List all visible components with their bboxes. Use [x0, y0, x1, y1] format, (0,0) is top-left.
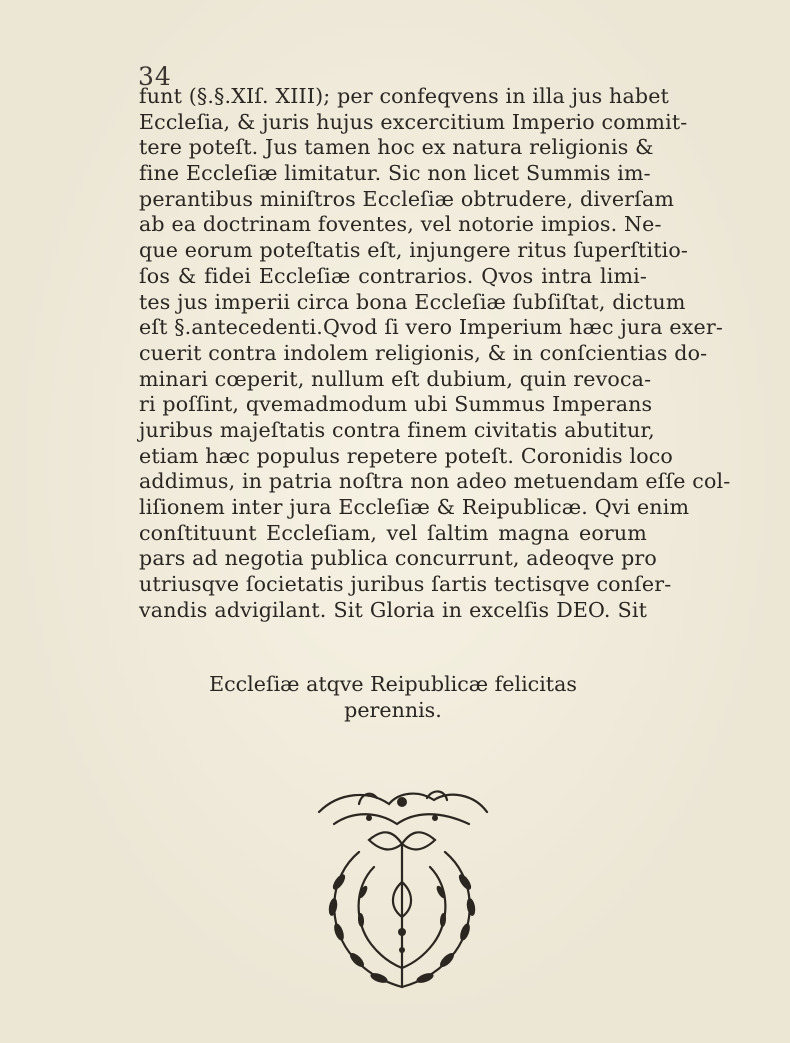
text-line: ſos & fidei Eccleſiæ contrarios. Qvos intra limi- — [139, 263, 647, 288]
body-text — [139, 84, 731, 623]
closing-line: perennis. — [344, 697, 442, 722]
text-line: conſtituunt Eccleſiam, vel ſaltim magna eorum — [139, 520, 647, 545]
text-line: eſt §.antecedenti.Qvod ſi vero Imperium hæc jura exer- — [139, 315, 723, 340]
text-line: fine Eccleſiæ limitatur. Sic non licet Summis im- — [139, 161, 651, 186]
text-line: vandis advigilant. Sit Gloria in excelſis DEO. Sit — [139, 597, 647, 622]
text-line: que eorum poteſtatis eſt, injungere ritus ſuperſtitio- — [139, 238, 689, 263]
closing-lines — [139, 672, 647, 723]
text-line: utriusqve ſocietatis juribus ſartis tectisqve conſer- — [139, 572, 672, 597]
text-line: liſionem inter jura Eccleſiæ & Reipublicæ. Qvi enim — [139, 495, 690, 519]
page-number: 34 — [138, 62, 172, 91]
text-line: funt (§.§.XIſ. XIII); per confeqvens in illa jus habet — [139, 84, 669, 108]
text-line: cuerit contra indolem religionis, & in conſcientias do- — [139, 340, 708, 365]
text-line: ri poſſint, qvemadmodum ubi Summus Imperans — [139, 392, 653, 417]
text-line: juribus majeſtatis contra finem civitatis abutitur, — [139, 417, 655, 442]
text-line: tere poteſt. Jus tamen hoc ex natura religionis & — [139, 135, 654, 160]
text-line: ab ea doctrinam foventes, vel notorie impios. Ne- — [139, 212, 662, 237]
closing-line: Eccleſiæ atqve Reipublicæ felicitas — [209, 672, 577, 696]
text-line: etiam hæc populus repetere poteſt. Coronidis loco — [139, 443, 673, 468]
text-line: Eccleſia, & juris hujus excercitium Imperio commit- — [139, 109, 688, 134]
floral-vignette-icon — [299, 782, 505, 995]
text-line: minari cœperit, nullum eſt dubium, quin revoca- — [139, 366, 652, 391]
text-line: addimus, in patria noſtra non adeo metuendam eſſe col- — [139, 469, 731, 494]
text-line: perantibus miniſtros Eccleſiæ obtrudere, diverſam — [139, 186, 675, 211]
text-line: tes jus imperii circa bona Eccleſiæ ſubſiſtat, dictum — [139, 289, 686, 314]
text-line: pars ad negotia publica concurrunt, adeoqve pro — [139, 546, 657, 571]
